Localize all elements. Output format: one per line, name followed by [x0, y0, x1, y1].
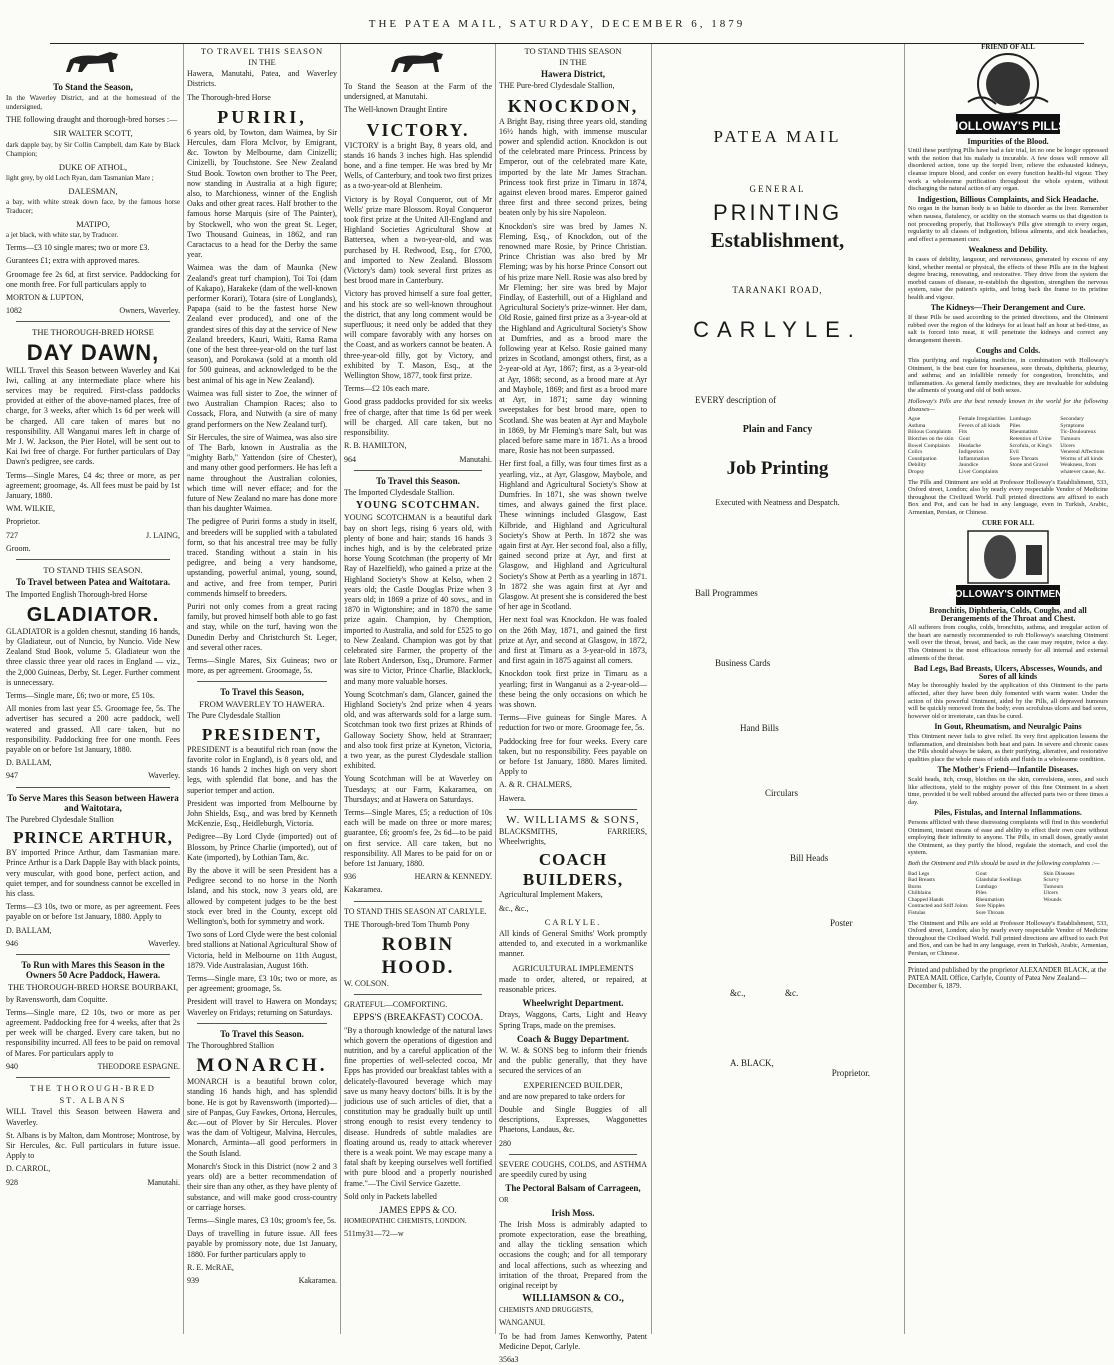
disease-item: Venereal Affections: [1060, 449, 1105, 456]
ad-title: To Stand the Season at the Farm of the undersigned, at Manutahi.: [344, 82, 492, 102]
section-heading: In Gout, Rheumatism, and Neuralgic Pains: [934, 722, 1082, 732]
ad-text: Victory has proved himself a sure foal getter, and his stock are so well-known throughout the district, that any long comment would be superfluous; it need only be added that they will compare favorably with any horses on the Coast, and as workers cannot be beaten. A three-year-old filly, got by Victory, and exhibited by T. Mason, Esq., at the Wellington Show, 1877, took first prize.: [344, 289, 492, 381]
ad-number: 928: [6, 1177, 18, 1187]
ad-text: Knockdon's sire was bred by James N. Fleming, Esq., of Knockdon, out of the renowned mare Rosie, by Prince Christian. Prince Christian was also bred by Mr Fleming; was by his horse Prince Consort out of his prize mare Nell. Rosie was also bred by Mr Fleming; her sire was bred by Major Findlay, of Easterhill, out of a Highland and Agricultural Society's prize-winner. Her dam, Old Rosie, gained first prize as a 3-year-old at the Highland and Agricultural Society's Show at Dumfries, and as a brood mare the following year at Kelso. Rosie gained many prizes in Scotland, amongst others, first, as a 2-year-old at Ayr, 1867; first, as a 3-year-old at Ayr, 1868; second, as a brood mare at Ayr and Maybole, 1869; and first as a brood mare at Ayr, in 1871; same day winning sweepstakes for best brood mare, open to Scotland. She was beaten at Ayr and Maybole in 1869, by Mr Fleming's mare Salt, but was placed before same mare in 1871. As a brood mare, Rosie has not been surpassed.: [499, 221, 647, 456]
printing-text: EVERY description of: [695, 395, 777, 406]
ad-text: To be had from James Kenworthy, Patent Medicine Depot, Carlyle.: [499, 1331, 647, 1351]
signature: Manutahi.: [147, 1177, 180, 1187]
ad-text: In cases of debility, languour, and nervousness, generated by excess of any kind, whether mental or physical, the effects of these Pills are in the highest degree bracing, renovating, and restorative. They drive from the system the morbid causes of disease, re-establish the digestion, strengthen the nervous system, raise the patient's spirits, and bring back the frame to its pristine health and vigour.: [908, 255, 1108, 301]
disease-item: Scurvy: [1043, 877, 1060, 884]
disease-item: Stone and Gravel: [1009, 462, 1049, 469]
ad-number: 1082: [6, 306, 22, 316]
ad-text: Groomage fee 2s 6d, at first service. Paddocking for one month free. For full particulars apply to: [6, 269, 180, 289]
ad-text: Two sons of Lord Clyde were the best colonial bred stallions at National Agricultural Show of Victoria, held in Melbourne on 11th August, 1879. Vide Australasian, August 16th.: [187, 930, 337, 970]
ad-text: The Pure Clydesdale Stallion: [187, 710, 281, 720]
signature: Kakaramea.: [344, 885, 383, 895]
column-rule: [183, 44, 184, 1334]
column-2: [187, 44, 337, 1336]
ad-text: The Irish Moss is admirably adapted to promote expectoration, ease the breathing, and allay the tickling sensation which occasions the cough; and for all temporary and local affections, such as wheezing and irritation of the throat, Prepared from the original receipt by: [499, 1219, 647, 1290]
disease-item: Bilious Complaints: [908, 429, 952, 436]
ad-subtitle: Hawera District,: [541, 69, 605, 80]
signature: WM. WILKIE,: [6, 504, 55, 514]
disease-item: Retention of Urine: [1009, 435, 1052, 442]
ad-text: Sir Hercules, the sire of Waimea, was also sire of The Barb, known in Australia as the "mighty Barb," Yattendon (sire of Chester), and many other good performers. He has left a name throughout the Australian colonies, which time will never efface; and for the future of New Zealand no mare has done more than his daughter Waimea.: [187, 432, 337, 514]
horse-name: MATIPO,: [76, 219, 110, 230]
signature: Proprietor.: [831, 1068, 870, 1079]
disease-item: Rheumatism: [1009, 429, 1038, 436]
ad-text: The Ointment and Pills are sold at Professor Holloway's Establishment, 533, Oxford street, London; also by nearly every respectable Vendor of Medicine throughout the Civilised World. Full printed directions are affixed to each Pot and Box, and can be had in any language, even in Turkish, Arabic, Armenian, Persian, or Chinese.: [908, 919, 1108, 958]
ad-text: The Imported Clydesdale Stallion.: [344, 487, 455, 497]
ad-text: Both the Ointment and Pills should be used in the following complaints :—: [908, 859, 1100, 867]
ad-text: Terms—Single Mares, £4 4s; three or more, as per agreement; groomage, 4s. All fees must be paid by 1st January, 1880.: [6, 470, 180, 501]
signature: THEODORE ESPAGNE.: [97, 1061, 180, 1071]
ad-text: No organ in the human body is so liable to disorder as the liver. Remember when nausea, flatulency, or acidity on the stomach warns us that digestion is not proceeding properly, that Holloway's Pills give strength to every organ, regularity to all classes of indigestion, bilious ailments, and sick headaches, and effect a permanent cure.: [908, 205, 1108, 243]
ad-text: OR: [499, 1195, 509, 1204]
disease-item: Bad Legs: [908, 870, 930, 877]
disease-item: Tumours: [1060, 435, 1081, 442]
horse-name: ROBIN HOOD.: [381, 934, 455, 979]
signature: A. & R. CHALMERS,: [499, 780, 572, 790]
ad-text: THE Pure-bred Clydesdale Stallion,: [499, 81, 615, 91]
section-heading: Impurities of the Blood.: [967, 136, 1049, 146]
ad-text: President was imported from Melbourne by John Shields, Esq., and was bred by Kenneth McKenzie, Esq., Heidleburgh, Victoria.: [187, 798, 337, 829]
disease-item: Ulcers: [1060, 442, 1075, 449]
disease-item: Tic-Douloureux: [1060, 429, 1097, 436]
ad-text: All kinds of General Smiths' Work promptly attended to, and executed in a workmanlike manner.: [499, 929, 647, 959]
ad-text: Knockdon took first prize in Timaru as a yearling; first in Wanganui as a 2-year-old—these being the only occasions on which he was shown.: [499, 669, 647, 709]
ointment-banner: HOLLOWAY'S OINTMENT: [947, 589, 1069, 601]
ad-title: TO STAND THIS SEASON.: [43, 565, 143, 576]
ad-text: Gurantees £1; extra with approved mares.: [6, 256, 140, 266]
product-name: Irish Moss.: [551, 1207, 595, 1218]
printing-heading: PRINTING: [712, 200, 843, 226]
signature: HOMŒOPATHIC CHEMISTS, LONDON.: [344, 1217, 467, 1226]
ad-title: THE THOROUGH-BRED HORSE: [32, 327, 154, 338]
disease-item: Piles: [1009, 422, 1021, 429]
signature: D. BALLAM,: [6, 925, 52, 935]
ad-text: Pedigree—By Lord Clyde (imported) out of Blossom, by Prince Charlie (imported), out of Kate (imported), by Lothian Tam, &c.: [187, 832, 337, 862]
printing-item: Business Cards: [715, 658, 771, 669]
ad-text: VICTORY is a bright Bay, 8 years old, and stands 16 hands 3 inches high. Has splendid bone, and a fine temper. He was bred by Mr Wells, of Canterbury, and took two first prizes as a two-year-old at Blenheim.: [344, 140, 492, 191]
disease-list-2: [908, 871, 1108, 917]
business-headline: COACH BUILDERS,: [522, 850, 624, 890]
ad-text: a jet black, with white star, by Traducer.: [6, 231, 119, 240]
ad-text: The Well-known Draught Entire: [344, 105, 448, 115]
printing-item: Hand Bills: [740, 723, 779, 734]
ad-text: CARLYLE.: [544, 916, 602, 927]
horse-name: PRINCE ARTHUR,: [13, 828, 173, 848]
disease-item: Dropsy: [908, 468, 925, 475]
ad-text: Double and Single Buggies of all descriptions, Expresses, Waggonettes Phaetons, Landaus, &c.: [499, 1105, 647, 1135]
ad-text: Monarch's Stock in this District (now 2 and 3 years old) are a better recommendation of their sire than any other, as they have plenty of substance, and will make good cross-country or carriage horses.: [187, 1161, 337, 1212]
disease-item: Lumbago: [975, 883, 998, 890]
disease-item: Chapped Hands: [908, 896, 944, 903]
signature: Hawera.: [499, 793, 526, 803]
ad-title: To Run with Mares this Season in the Owners 50 Acre Paddock, Hawera.: [21, 959, 165, 981]
disease-item: Secondary Symptoms: [1060, 416, 1085, 429]
printing-title: PATEA MAIL: [713, 127, 842, 146]
horse-name: DUKE OF ATHOL,: [58, 161, 128, 172]
section-heading: Bronchitis, Diphtheria, Colds, Coughs, and all Derangements of the Throat and Chest.: [929, 606, 1087, 623]
column-rule: [904, 44, 905, 1334]
ad-text: Young Scotchman's dam, Glancer, gained the Highland Society's 2nd prize when 4 years old, and was afterwards sold for a large sum. Scotchman took two first prizes at Rhinds of Galloway Society Show, held at Stranraer; and also took first prize at Kyneton, Victoria, a two year, as the purest Clydesdale stallion exhibited.: [344, 689, 492, 771]
horse-name: VICTORY.: [366, 119, 470, 140]
horse-name: ST. ALBANS: [59, 1095, 127, 1106]
printing-item: Bill Heads: [790, 853, 829, 864]
divider: [16, 321, 170, 322]
printing-item: Poster: [830, 918, 853, 929]
ad-text: Young Scotchman will be at Waverley on Tuesdays; at our Farm, Kakaramea, on Thursdays; and at Hawera on Saturdays.: [344, 774, 492, 804]
ad-text: by Ravensworth, dam Coquitte.: [6, 994, 108, 1004]
ad-text: Terms—£2 10s each mare.: [344, 384, 430, 394]
signature: D. CARROL,: [6, 1164, 51, 1174]
signature: J. LAING,: [146, 530, 180, 540]
ad-text: Persons afflicted with these distressing complaints will find in this wonderful Ointment, instant means of ease and ability to effect their own cure without employing their infirmity to anyone. The Pills, in small doses, greatly assist the Ointment, as they purify the blood, regulate the stomach, and cool the system.: [908, 818, 1108, 857]
ad-text: The Thoroughbred Stallion: [187, 1041, 274, 1051]
ad-text: May be thoroughly healed by the application of this Ointment to the parts affected, after they have been duly fomented with warm water. Under the action of this powerful Ointment, aided by the Pills, all depraved humours will be quickly removed from the body; even scrofulous ulcers and bad sores, however old or inveterate, can thus be cured.: [908, 682, 1108, 720]
ad-text: light grey, by old Loch Ryan, dam Tasmanian Mare ;: [6, 173, 154, 182]
ad-title: TO STAND THIS SEASON: [524, 46, 622, 56]
ad-text: Drays, Waggons, Carts, Light and Heavy Spring Traps, made on the premises.: [499, 1010, 647, 1030]
ad-text: WILL Travel this Season between Waverley and Kai Iwi, calling at any intermediate place where his services may be required. First-class paddocks provided at either of the above-named places, free of charge, for 3 weeks, after which 1s 6d per week will be charged. All care taken of mares but no responsibility. All Wanganui mares left in charge of Mr J. W. Jackson, the Pier Hotel, will be sent out to Kai Iwi free of charge. For further particulars of Day Dawn's pedigree, see cards.: [6, 365, 180, 467]
ad-text: BLACKSMITHS, FARRIERS, Wheelwrights,: [499, 827, 647, 847]
signature: JAMES EPPS & CO.: [379, 1205, 457, 1216]
disease-item: Chilblains: [908, 890, 931, 897]
ad-title: SEVERE COUGHS, COLDS, and ASTHMA are speedily cured by using: [499, 1159, 647, 1180]
ad-text: This Ointment never fails to give relief. Its very first application lessens the inflammation, and diminishes both heat and pain. In severe and chronic cases the Pills should always be taken, as their purifying, alterative, and restorative qualities place the whole mass of solids and fluids in a wholesome condition.: [908, 733, 1108, 763]
ad-text: Scald heads, itch, croup, blotches on the skin, convulsions, sores, and such like affections, yield to the mighty power of this fine Ointment in a short time, provided it be well rubbed around the affected parts two or three times a day.: [908, 775, 1108, 806]
horse-name: PRESIDENT,: [201, 724, 323, 744]
disease-item: Blotches on the skin: [908, 435, 954, 442]
divider: [354, 470, 482, 471]
masthead-title: THE PATEA MAIL, SATURDAY, DECEMBER 6, 1879: [368, 18, 746, 30]
ad-title: To Travel this Season.: [376, 475, 460, 486]
signature: Waverley.: [148, 938, 180, 948]
disease-item: Gout: [975, 870, 987, 877]
signature: A. BLACK,: [730, 1058, 774, 1069]
ad-text: YOUNG SCOTCHMAN is a beautiful dark bay on short legs, rising 6 years old, with plenty of bone and hair; stands 16 hands 3 inches high, and is by the celebrated prize horse Young Scotchman (the property of Mr Ray of Hazelfield), who gained a prize at the Highland Society's Show at Kelso, when 2 years old; the Castle Douglas Prize when 3 years old; in 1869 a prize of 40 sovs., and in 1870 in Wigtonshire; and in 1870 the same prize again. Champion, by Chemption, imported to Australia, and sold for £525 to go to New Zealand. Champion was got by that celebrated sire Farmer, the property of the late Robert Anderson, Esq., Drumore. Farmer was sire to Victor, Prince Charlie, Blacklock, and many more valuable horses.: [344, 513, 492, 686]
ad-text: Her first foal, a filly, was four times first as a yearling, viz., at Ayr, Glasgow, Maybole, and Highland and Agricultural Society's Show at Dumfries. In 1871, she was shown twelve times, and always gained the first place. These winnings included Glasgow, East Kilbride, and Highland and Agricultural Society's Show at Perth. In 1872 she was again first at Ayr. Her second foal, also a filly, gained second prize at Ayr, and first at Glasgow, and Highland and Agricultural Society's Show at Perth as a yearling in 1871. In 1872 she was again first at Ayr and Glasgow. At present she is considered the best of her age in Scotland.: [499, 459, 647, 612]
disease-item: Indigestion: [958, 449, 984, 456]
horse-icon: [58, 46, 128, 78]
printing-item: &c.,: [730, 988, 746, 999]
ad-text: The Imported English Thorough-bred Horse: [6, 589, 148, 599]
ad-title: GRATEFUL—COMFORTING.: [344, 1000, 448, 1010]
disease-item: Fits: [958, 429, 968, 436]
horse-name: KNOCKDON,: [507, 95, 639, 116]
printing-heading: Establishment,: [710, 227, 845, 252]
ad-text: GLADIATOR is a golden chesnut, standing 16 hands, by Gladiateur, out of Nuncio, by Nuncio. Vide New Zealand Stud Book, volume 5. Gladiateur won the three classic three year old races in England — viz., the 2,000 Guineas, Derby, St. Leger. Further comment is unnecessary.: [6, 626, 180, 687]
ad-text: Days of travelling in future issue. All fees payable by promissory note, due 1st January, 1880. For further particulars apply to: [187, 1229, 337, 1259]
column-6: [908, 44, 1108, 1336]
disease-item: Jaundice: [958, 462, 979, 469]
horse-name: MONARCH.: [196, 1055, 328, 1077]
disease-item: Tumours: [1043, 883, 1064, 890]
section-heading: Bad Legs, Bad Breasts, Ulcers, Abscesses, Wounds, and Sores of all kinds: [913, 664, 1103, 681]
ad-text: Good grass paddocks provided for six weeks free of charge, after that time 1s 6d per week will be charged. All care taken, but no responsibility.: [344, 397, 492, 438]
ad-subtitle: To Travel between Patea and Waitotara.: [15, 577, 171, 588]
ad-text: BY imported Prince Arthur, dam Tasmanian mare. Prince Arthur is a Dark Dapple Bay with black points, very muscular, with good bone, perfect action, and quiet temper, and for soundness cannot be excelled in his class.: [6, 848, 180, 898]
product-name: The Pectoral Balsam of Carrageen,: [505, 1183, 641, 1194]
disease-item: Fistulas: [908, 910, 926, 917]
horse-name: THE THOROUGH-BRED HORSE BOURBAKI,: [7, 982, 179, 993]
disease-item: Glandular Swellings: [975, 877, 1022, 884]
ad-text: The Pills and Ointment are sold at Professor Holloway's Establishment, 533, Oxford street, London; also by nearly every respectable Vendor of Medicine throughout the Civilized World. Full printed directions are affixed to each Box and Pot, and can be had in any language, even in Turkish, Arabic, Armenian, Persian, or Chinese.: [908, 478, 1108, 516]
signature: WILLIAMSON & CO.,: [522, 1293, 624, 1305]
ad-text: St. Albans is by Malton, dam Montrose; Montrose, by Sir Hercules, &c. Full particulars in future issue. Apply to: [6, 1130, 180, 1161]
disease-item: Bad Breasts: [908, 877, 935, 884]
horse-name: GLADIATOR.: [26, 603, 160, 626]
ad-number: 939: [187, 1275, 199, 1285]
column-4: [499, 44, 647, 1364]
business-name: W. WILLIAMS & SONS,: [506, 813, 640, 826]
ad-text: By the above it will be seen President has a Pedigree second to no horse in the North Island, and his stock, now 3 years old, are allowed by competent judges to be the best stock ever bred in the County, except old Wellington's, both for symmetry and work.: [187, 866, 337, 927]
ad-text: THE following draught and thorough-bred horses :—: [6, 115, 178, 125]
ad-text: Hawera, Manutahi, Patea, and Waverley Districts.: [187, 69, 337, 89]
ad-text: IN THE: [559, 57, 587, 68]
ad-text: This purifying and regulating medicine, in combination with Holloway's Ointment, is the best cure for hoarseness, sore throats, diphtheria, pleurisy, and asthma; and an infallible remedy for congestion, bronchitis, and inflammation. As general family medicines, they are invaluable for subduing the ailments of young and old of both sexes.: [908, 357, 1108, 395]
ad-text: &c., &c.,: [499, 903, 529, 913]
ad-text: Terms—Single mare, £6; two or more, £5 10s.: [6, 690, 155, 700]
printing-text: Plain and Fancy: [742, 424, 813, 436]
signature: Owners, Waverley.: [119, 306, 180, 316]
printing-text: Executed with Neatness and Despatch.: [715, 497, 840, 507]
column-5: [655, 44, 900, 1336]
disease-item: Bowel Complaints: [908, 442, 950, 449]
disease-item: Female Irregularities: [958, 416, 1006, 423]
horse-name: DALESMAN,: [68, 185, 118, 196]
signature: R. E. McRAE,: [187, 1262, 234, 1272]
divider: [16, 787, 170, 788]
printing-item: Circulars: [765, 788, 798, 799]
ad-text: PRESIDENT is a beautiful rich roan (now the favorite color in England), is 8 years old, and stands 16 hands 2 inches high on very short legs, with splendid flat bone, and has the superior temper and action.: [187, 744, 337, 795]
disease-item: Ague: [908, 416, 921, 423]
ad-text: Terms—Single mare, £3 10s; two or more, as per agreement; groomage, 5s.: [187, 974, 337, 994]
logo-text: CURE FOR ALL: [981, 518, 1035, 527]
ad-subtitle: AGRICULTURAL IMPLEMENTS: [512, 962, 634, 973]
disease-item: Worms of all kinds: [1060, 455, 1103, 462]
ad-text: The Thorough-bred Horse: [187, 92, 271, 102]
disease-item: Inflammation: [958, 455, 990, 462]
ad-title: To Serve Mares this Season between Hawera and Waitotara,: [7, 792, 179, 813]
section-heading: The Kidneys—Their Derangement and Cure.: [930, 303, 1086, 313]
disease-item: Wounds: [1043, 896, 1062, 903]
column-rule: [651, 44, 652, 1334]
column-3: [344, 44, 492, 1336]
signature: CHEMISTS AND DRUGGISTS,: [499, 1306, 593, 1315]
logo-text: FRIEND OF ALL: [981, 43, 1035, 51]
ad-number: 356a3: [499, 1354, 519, 1364]
disease-item: Contracted and Stiff Joints: [908, 903, 968, 910]
disease-item: Ulcers: [1043, 890, 1058, 897]
disease-item: Liver Complaints: [958, 468, 999, 475]
ad-text: MONARCH is a beautiful brown color, standing 16 hands high, and has splendid bone. He is got by Ravensworth (imported)—sire of Panpas, Guy Fawkes, Ortona, Hercules, &c.—out of Plover by Sir Hercules. Plover was the dam of Voltigeur, Malvina, Hercules, Monarch, Arminta—all good performers in the South Island.: [187, 1077, 337, 1158]
ad-text: and are now prepared to take orders for: [499, 1091, 625, 1101]
disease-item: Lumbago: [1009, 416, 1031, 423]
ad-text: Paddocking free for four weeks. Every care taken, but no responsibility. Fees payable on or before 1st January, 1880. Mares limited. Apply to: [499, 736, 647, 777]
divider: [509, 1154, 637, 1155]
signature: Waverley.: [148, 771, 180, 781]
ad-text: Terms—£3 10 single mares; two or more £3.: [6, 243, 150, 253]
ad-text: THE Thorough-bred Tom Thumb Pony: [344, 919, 470, 929]
ad-number: 940: [6, 1061, 18, 1071]
ad-text: Holloway's Pills are the best remedy known in the world for the following diseases—: [908, 398, 1108, 413]
disease-item: Scrofula, or King's Evil: [1009, 442, 1052, 456]
disease-item: Gout: [958, 435, 970, 442]
printing-item: Ball Programmes: [695, 588, 758, 599]
signature: Proprietor.: [6, 517, 40, 527]
signature: W. COLSON.: [344, 979, 389, 989]
section-heading: Weakness and Debility.: [968, 245, 1048, 255]
pills-banner: HOLLOWAY'S PILLS: [949, 118, 1067, 133]
ad-number: 947: [6, 771, 18, 781]
ad-text: Terms—£3 10s, two or more, as per agreement. Fees payable on or before 1st January, 1880. Apply to: [6, 902, 180, 922]
ad-text: Agricultural Implement Makers,: [499, 890, 603, 900]
ad-number: 727: [6, 530, 18, 540]
disease-item: Burns: [908, 883, 922, 890]
divider: [197, 1023, 327, 1024]
divider: [197, 681, 327, 682]
disease-item: Headache: [958, 442, 981, 449]
ad-text: FROM WAVERLEY TO HAWERA.: [199, 698, 325, 709]
ad-text: WILL Travel this Season between Hawera and Waverley.: [6, 1107, 180, 1127]
signature: WANGANUI.: [499, 1318, 545, 1328]
ad-number: 946: [6, 938, 18, 948]
ad-text: Waimea was full sister to Zoe, the winner of two Australian Champion Races; also to Cossack, Flora, and Nutwith (a sire of many grand performers on the New Zealand turf).: [187, 388, 337, 429]
ad-text: a bay, with white streak down face, by the famous horse Traducer;: [6, 198, 180, 216]
ad-subtitle: EXPERIENCED BUILDER,: [523, 1079, 623, 1090]
disease-item: Skin Diseases: [1043, 870, 1075, 877]
signature: MORTON & LUPTON,: [6, 293, 84, 303]
ad-number: 964: [344, 454, 356, 464]
ad-title: To Travel this Season,: [220, 687, 304, 698]
signature: R. B. HAMILTON,: [344, 441, 407, 451]
disease-item: Fevers of all kinds: [958, 422, 1001, 429]
disease-item: Sore Throats: [975, 910, 1005, 917]
section-heading: Coughs and Colds.: [975, 346, 1041, 356]
imprint: Printed and published by the proprietor ALEXANDER BLACK, at the PATEA MAIL Office, Carlyle, County of Patea New Zealand—December 6, 1879.: [908, 962, 1108, 991]
ad-subtitle: Wheelwright Department.: [522, 998, 624, 1009]
ad-text: Terms—Single Mares, £5; a reduction of 10s each will be made on three or more mares; guarantee, £6; groom's fee, 2s 6d—to be paid on first service. All care taken, but no responsibility. All Mares to be paid for on or before 1st January, 1880.: [344, 808, 492, 869]
ad-text: 6 years old, by Towton, dam Waimea, by Sir Hercules, dam Flora McIvor, by Emigrant, &c. Towton by Melbourne, dam Cinizelli; Cinizelli, by Touchstone. See New Zealand Stud Book. Towton own brother to The Peer, now standing in Australia at a high figure; also, to Marchioness, winner of the English Oaks and other great races. Half brother to the famous horse Marquis (sire of The Painter), by Stockwell, who won the great St. Leger, Two Thousand Guineas, in 1862, and ran Caractacus to a head for the Derby the same year.: [187, 127, 337, 260]
disease-item: Rheumatism: [975, 896, 1004, 903]
divider: [16, 559, 170, 560]
ad-text: Sold only in Packets labelled: [344, 1191, 437, 1201]
ad-text: Terms—Five guineas for Single Mares. A reduction for two or more. Groomage fee, 5s.: [499, 713, 647, 733]
signature: Manutahi.: [459, 454, 492, 464]
ad-text: The pedigree of Puriri forms a study in itself, and breeders will be supplied with a tabulated form, so that his ancestral tree may be fully traced. Standing without a stain in his pedigree, and being a very handsome, upstanding, powerful animal, young, sound, and active, and free from temper, Puriri commends himself to breeders.: [187, 517, 337, 598]
divider: [16, 954, 170, 955]
signature: Kakaramea.: [298, 1275, 337, 1285]
ad-text: dark dapple bay, by Sir Collin Campbell, dam Kate by Black Champion;: [6, 140, 180, 158]
ad-title: TO STAND THIS SEASON AT CARLYLE.: [344, 906, 487, 916]
divider: [354, 901, 482, 902]
disease-item: Colics: [908, 449, 923, 456]
ad-text: Terms—Single mares, £3 10s; groom's fee, 5s.: [187, 1215, 337, 1225]
printing-item: &c.: [785, 988, 799, 999]
divider: [509, 809, 637, 810]
signature: Groom.: [6, 543, 31, 553]
section-heading: The Mother's Friend—Infantile Diseases.: [937, 765, 1079, 775]
horse-name: SIR WALTER SCOTT,: [53, 128, 133, 139]
ad-text: Victory is by Royal Conqueror, out of Mr Wells' prize mare Blossom. Royal Conqueror took first prize at the United All-England and Highland Societies Agricultural Show at Battersea, when a two-year-old, and was purchased by H. Redwood, Esq., for £700, and imported to New Zealand. Blossom (Victory's dam) took several first prizes as best brood mare in Canterbury.: [344, 194, 492, 286]
printing-town: CARLYLE.: [693, 317, 862, 343]
disease-item: Debility: [908, 462, 927, 469]
ad-text: "By a thorough knowledge of the natural laws which govern the operations of digestion and nutrition, and by a careful application of the fine properties of well-selected cocoa, Mr Epps has provided our breakfast tables with a delicately-flavoured beverage which may save us many heavy doctors' bills. It is by the judicious use of such articles of diet, that a constitution may be gradually built up until strong enough to resist every tendency to disease. Hundreds of subtle maladies are floating around us, ready to attack wherever there is a weak point. We may escape many a fatal shaft by keeping ourselves well fortified with pure blood and a properly nourished frame."—The Civil Service Gazette.: [344, 1025, 492, 1188]
disease-item: Constipation: [908, 455, 937, 462]
column-rule: [495, 44, 496, 1334]
ad-title: THE THOROUGH-BRED: [30, 1083, 156, 1094]
ad-text: All monies from last year £5. Groomage fee, 5s. The advertiser has secured a 200 acre paddock, well watered and grassed. All care taken, but no responsibility. Paddocking free for one month. Fees payable on or before 1st January, 1880.: [6, 704, 180, 754]
column-1: [6, 44, 180, 1336]
ad-text: A Bright Bay, rising three years old, standing 16½ hands high, with immense muscular power and splendid action. Knockdon is out of the celebrated mare Princess. Princess by Emperor, out of the celebrated mare Kate, imported by the late Mr James Strachan. Princess took first prize in Timaru in 1874, against eleven brood mares. Emperor gained three first and three second prizes, being beaten only by his sire Napoleon.: [499, 116, 647, 218]
ad-title: TO TRAVEL THIS SEASON: [200, 46, 324, 56]
ad-title: To Travel this Season.: [220, 1028, 304, 1039]
ad-text: IN THE: [248, 57, 276, 68]
printing-items: [655, 588, 900, 1028]
signature: HEARN & KENNEDY.: [414, 872, 492, 882]
ad-text: made to order, altered, or repaired, at reasonable prices.: [499, 974, 647, 995]
printing-subtitle: GENERAL: [749, 184, 806, 195]
disease-item: Piles: [975, 890, 987, 897]
ad-text: In the Waverley District, and at the homestead of the undersigned,: [6, 94, 180, 112]
divider: [354, 994, 482, 995]
ad-number: 511my31—72—w: [344, 1229, 404, 1239]
horse-icon: [383, 46, 453, 78]
ad-title: To Stand the Season,: [53, 82, 133, 92]
ad-text: If these Pills be used according to the printed directions, and the Ointment rubbed over the region of the kidneys for at least half an hour at bed-time, as salt is forced into meat, it will penetrate the kidneys and correct any derangement therein.: [908, 314, 1108, 344]
ad-text: Puriri not only comes from a great racing family, but proved himself both able to go fast and stay, while on the turf, having won the Dunedin Derby and Christchurch St. Leger, and several other races.: [187, 601, 337, 652]
divider: [16, 1077, 170, 1078]
horse-name: DAY DAWN,: [26, 339, 160, 365]
column-rule: [340, 44, 341, 1334]
ad-text: Terms—Single Mares, Six Guineas; two or more, as per agreement. Groomage, 5s.: [187, 655, 337, 676]
ad-text: Until these purifying Pills have had a fair trial, let no one be longer oppressed with the notion that his malady is incurable. A few doses will remove all disordered action, tone up the torpid liver, relieve the exhausted kidneys, cleanse impure blood, and confer on every function health-ful vigour. They work a wholesome purification throughout the whole system, without discharging the natural action of any organ.: [908, 147, 1108, 193]
disease-item: Sore Throats: [1009, 455, 1039, 462]
ad-text: W. W. & SONS beg to inform their friends and the public generally, that they have secured the services of an: [499, 1046, 647, 1076]
ad-text: Her next foal was Knockdon. He was foaled on the 26th May, 1871, and gained the first prize at Ayr, and second at Glasgow, in 1872, and first at Timaru as a 3-year-old in 1873, and first again in 1875 against all comers.: [499, 615, 647, 666]
ad-text: The Purebred Clydesdale Stallion: [6, 814, 114, 824]
ad-text: Terms—Single mare, £2 10s, two or more as per agreement. Paddocking free for 4 weeks, after that 2s per week will be charged. Every care taken, but no responsibility incurred. All fees to be paid on removal of Mares. For particulars apply to: [6, 1007, 180, 1058]
masthead: [0, 0, 1114, 40]
ad-text: Waimea was the dam of Maunka (New Zealand's great turf champion), Toi Toi (dam of Kakapo), Harakeke (dam of the well-known performer Korari), Totara (sire of Longlands), Papapa (said to be the fastest horse New Zealand ever produced), and one of the grandest sires of this day at the service of New Zealand breeders, Kauri, Waiti, Rama Rama (one of the best three-year-old on the turf last season), and Porokawa (sold at a month old for 500 guineas, and acknowledged to be the best animal of his age in New Zealand).: [187, 263, 337, 385]
section-heading: Indigestion, Billious Complaints, and Sick Headache.: [917, 194, 1099, 204]
horse-name: PURIRI,: [217, 106, 307, 127]
printing-address: TARANAKI ROAD,: [732, 284, 823, 295]
ad-text: President will travel to Hawera on Mondays; Waverley on Fridays; returning on Saturdays.: [187, 997, 337, 1017]
signature: D. BALLAM,: [6, 758, 52, 768]
horse-name: YOUNG SCOTCHMAN.: [355, 500, 481, 512]
ad-text: All sufferers from coughs, colds, bronchitis, asthma, and irregular action of the heart are earnestly recommended to rub Holloway's searching Ointment well over the throat, breast, and back, as the case may require, twice a day. This Ointment is the most efficacious remedy for all internal and external ailments of the throat.: [908, 624, 1108, 662]
ad-number: 936: [344, 872, 356, 882]
ad-number: 280: [499, 1138, 511, 1148]
section-heading: Piles, Fistulas, and Internal Inflammations.: [934, 808, 1082, 818]
product-name: EPPS'S (BREAKFAST) COCOA.: [352, 1013, 484, 1024]
disease-item: Asthma: [908, 422, 926, 429]
disease-list: [908, 416, 1108, 475]
disease-item: Sore Nipples: [975, 903, 1005, 910]
disease-item: Weakness, from whatever cause, &c.: [1060, 462, 1106, 475]
printing-heading: Job Printing: [726, 457, 829, 479]
ad-subtitle: Coach & Buggy Department.: [517, 1033, 629, 1044]
